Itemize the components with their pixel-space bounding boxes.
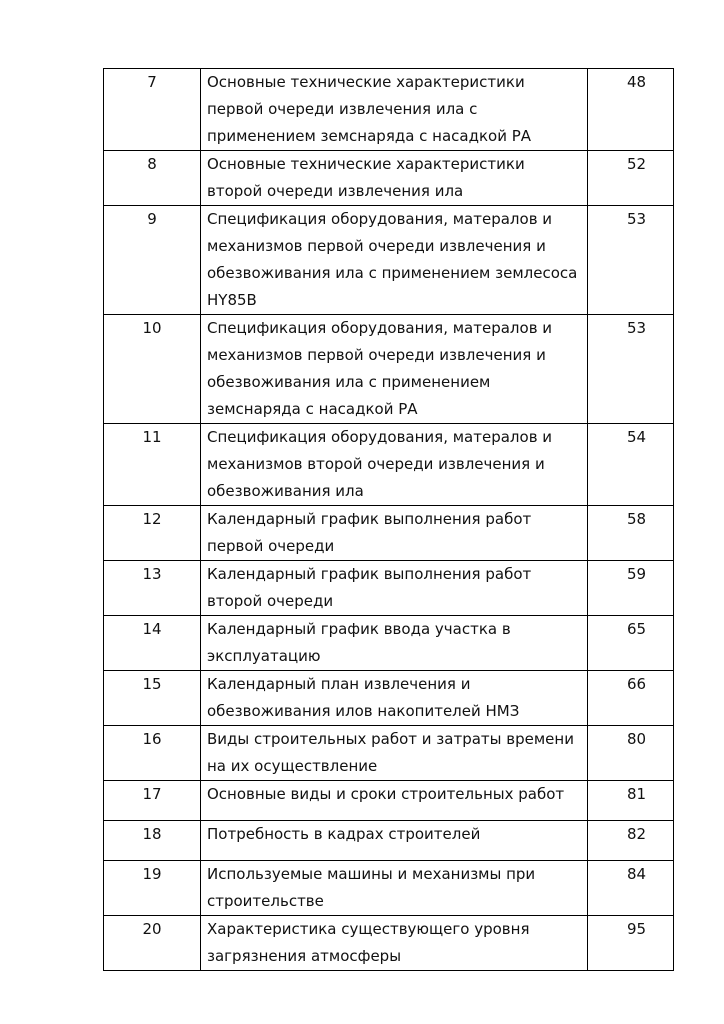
table-row	[104, 726, 674, 781]
row-page: 53	[588, 315, 674, 424]
row-page: 58	[588, 506, 674, 561]
row-page: 48	[588, 69, 674, 151]
table-row	[104, 821, 674, 861]
row-number: 16	[104, 726, 201, 781]
table-row	[104, 781, 674, 821]
row-number: 17	[104, 781, 201, 821]
row-number: 7	[104, 69, 201, 151]
row-page: 52	[588, 151, 674, 206]
row-page: 80	[588, 726, 674, 781]
table-row	[104, 861, 674, 916]
row-page: 84	[588, 861, 674, 916]
row-title: Календарный график ввода участка в эксплуатацию	[201, 616, 588, 671]
row-title: Основные виды и сроки строительных работ	[201, 781, 588, 821]
row-title: Спецификация оборудования, матерaлов и механизмов второй очереди извлечения и обезвоживания ила	[201, 424, 588, 506]
row-page: 53	[588, 206, 674, 315]
toc-table	[103, 68, 674, 971]
table-row	[104, 69, 674, 151]
table-row	[104, 206, 674, 315]
row-page: 59	[588, 561, 674, 616]
row-title: Характеристика существующего уровня загрязнения атмосферы	[201, 916, 588, 971]
row-number: 9	[104, 206, 201, 315]
row-page: 82	[588, 821, 674, 861]
row-page: 66	[588, 671, 674, 726]
row-number: 14	[104, 616, 201, 671]
table-row	[104, 561, 674, 616]
row-number: 12	[104, 506, 201, 561]
row-number: 10	[104, 315, 201, 424]
table-row	[104, 315, 674, 424]
table-row	[104, 424, 674, 506]
row-number: 15	[104, 671, 201, 726]
row-title: Спецификация оборудования, матерaлов и механизмов первой очереди извлечения и обезвоживания ила с применением земснаряда с насадкой РА	[201, 315, 588, 424]
row-number: 19	[104, 861, 201, 916]
row-title: Виды строительных работ и затраты времени на их осуществление	[201, 726, 588, 781]
row-number: 11	[104, 424, 201, 506]
row-number: 8	[104, 151, 201, 206]
row-number: 13	[104, 561, 201, 616]
row-number: 20	[104, 916, 201, 971]
row-title: Потребность в кадрах строителей	[201, 821, 588, 861]
table-row	[104, 616, 674, 671]
row-title: Используемые машины и механизмы при строительстве	[201, 861, 588, 916]
row-page: 95	[588, 916, 674, 971]
table-row	[104, 506, 674, 561]
row-title: Основные технические характеристики второй очереди извлечения ила	[201, 151, 588, 206]
row-page: 54	[588, 424, 674, 506]
row-title: Календарный план извлечения и обезвоживания илов накопителей НМЗ	[201, 671, 588, 726]
row-title: Календарный график выполнения работ первой очереди	[201, 506, 588, 561]
row-title: Календарный график выполнения работ второй очереди	[201, 561, 588, 616]
row-page: 65	[588, 616, 674, 671]
row-page: 81	[588, 781, 674, 821]
table-row	[104, 671, 674, 726]
table-row	[104, 916, 674, 971]
row-title: Основные технические характеристики первой очереди извлечения ила с применением земснаряда с насадкой РА	[201, 69, 588, 151]
row-number: 18	[104, 821, 201, 861]
table-row	[104, 151, 674, 206]
row-title: Спецификация оборудования, матерaлов и механизмов первой очереди извлечения и обезвоживания ила с применением землесоса HY85B	[201, 206, 588, 315]
